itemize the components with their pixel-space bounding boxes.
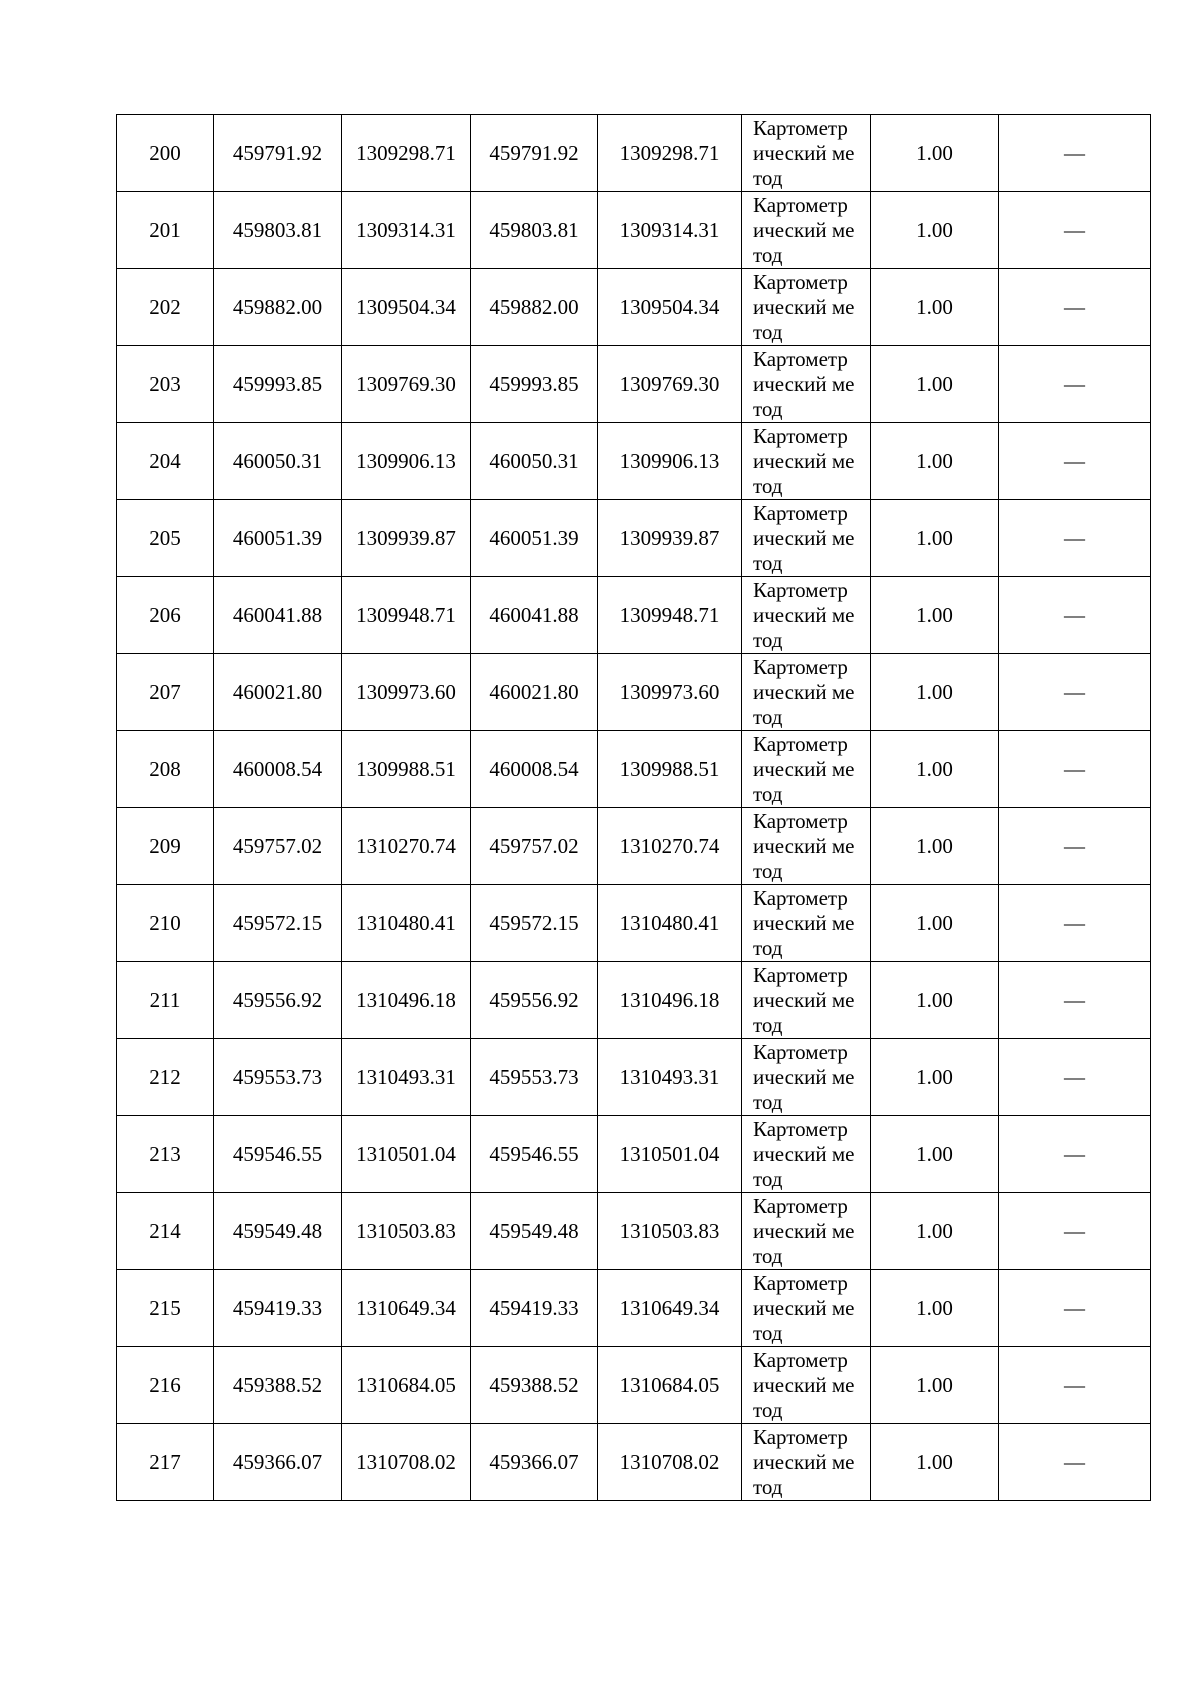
cell-method	[742, 1116, 871, 1193]
cell-x-refined: 459366.07	[471, 1424, 598, 1501]
note-dash: —	[1064, 141, 1085, 165]
cell-y-existing: 1309769.30	[342, 346, 471, 423]
method-text: Картометрический метод	[753, 1116, 855, 1191]
cell-point-number: 215	[117, 1270, 214, 1347]
table-row	[117, 731, 1151, 808]
cell-y-refined: 1309504.34	[598, 269, 742, 346]
cell-x-refined: 459556.92	[471, 962, 598, 1039]
cell-y-refined: 1310684.05	[598, 1347, 742, 1424]
cell-method	[742, 269, 871, 346]
method-text: Картометрический метод	[753, 885, 855, 960]
cell-x-refined: 459546.55	[471, 1116, 598, 1193]
cell-note	[999, 654, 1151, 731]
cell-x-refined: 459419.33	[471, 1270, 598, 1347]
note-dash: —	[1064, 295, 1085, 319]
table-row	[117, 1116, 1151, 1193]
cell-x-refined: 459882.00	[471, 269, 598, 346]
cell-note	[999, 269, 1151, 346]
cell-note	[999, 115, 1151, 192]
cell-x-refined: 459803.81	[471, 192, 598, 269]
table-row	[117, 500, 1151, 577]
cell-x-existing: 459366.07	[214, 1424, 342, 1501]
cell-y-refined: 1310493.31	[598, 1039, 742, 1116]
cell-accuracy: 1.00	[871, 962, 999, 1039]
table-row	[117, 423, 1151, 500]
cell-x-existing: 459882.00	[214, 269, 342, 346]
cell-x-existing: 459791.92	[214, 115, 342, 192]
cell-x-refined: 459757.02	[471, 808, 598, 885]
cell-method	[742, 1270, 871, 1347]
cell-accuracy: 1.00	[871, 808, 999, 885]
coordinates-table	[116, 114, 1151, 1501]
cell-x-existing: 460051.39	[214, 500, 342, 577]
cell-accuracy: 1.00	[871, 192, 999, 269]
note-dash: —	[1064, 526, 1085, 550]
cell-note	[999, 1270, 1151, 1347]
cell-note	[999, 1193, 1151, 1270]
note-dash: —	[1064, 757, 1085, 781]
method-text: Картометрический метод	[753, 1039, 855, 1114]
method-text: Картометрический метод	[753, 269, 855, 344]
cell-y-existing: 1310496.18	[342, 962, 471, 1039]
cell-accuracy: 1.00	[871, 115, 999, 192]
table-row	[117, 269, 1151, 346]
method-text: Картометрический метод	[753, 1347, 855, 1422]
cell-note	[999, 1116, 1151, 1193]
cell-method	[742, 346, 871, 423]
cell-method	[742, 962, 871, 1039]
cell-note	[999, 885, 1151, 962]
cell-accuracy: 1.00	[871, 1347, 999, 1424]
cell-x-existing: 459803.81	[214, 192, 342, 269]
cell-point-number: 209	[117, 808, 214, 885]
cell-accuracy: 1.00	[871, 1116, 999, 1193]
cell-point-number: 207	[117, 654, 214, 731]
cell-note	[999, 346, 1151, 423]
cell-x-existing: 459388.52	[214, 1347, 342, 1424]
table-row	[117, 885, 1151, 962]
cell-x-existing: 459546.55	[214, 1116, 342, 1193]
cell-point-number: 203	[117, 346, 214, 423]
method-text: Картометрический метод	[753, 1193, 855, 1268]
cell-y-refined: 1310649.34	[598, 1270, 742, 1347]
cell-y-existing: 1309504.34	[342, 269, 471, 346]
cell-point-number: 202	[117, 269, 214, 346]
cell-y-refined: 1310270.74	[598, 808, 742, 885]
method-text: Картометрический метод	[753, 731, 855, 806]
cell-note	[999, 192, 1151, 269]
cell-method	[742, 654, 871, 731]
cell-x-existing: 459572.15	[214, 885, 342, 962]
cell-accuracy: 1.00	[871, 654, 999, 731]
method-text: Картометрический метод	[753, 654, 855, 729]
note-dash: —	[1064, 372, 1085, 396]
cell-point-number: 201	[117, 192, 214, 269]
cell-y-refined: 1309314.31	[598, 192, 742, 269]
note-dash: —	[1064, 1142, 1085, 1166]
cell-method	[742, 115, 871, 192]
cell-point-number: 204	[117, 423, 214, 500]
cell-method	[742, 423, 871, 500]
method-text: Картометрический метод	[753, 577, 855, 652]
cell-y-refined: 1309948.71	[598, 577, 742, 654]
cell-point-number: 205	[117, 500, 214, 577]
cell-y-existing: 1310503.83	[342, 1193, 471, 1270]
cell-y-existing: 1310708.02	[342, 1424, 471, 1501]
cell-x-existing: 460021.80	[214, 654, 342, 731]
method-text: Картометрический метод	[753, 423, 855, 498]
cell-method	[742, 1193, 871, 1270]
table-row	[117, 1270, 1151, 1347]
cell-point-number: 208	[117, 731, 214, 808]
cell-accuracy: 1.00	[871, 1193, 999, 1270]
table-row	[117, 1193, 1151, 1270]
cell-y-existing: 1309906.13	[342, 423, 471, 500]
cell-x-refined: 459572.15	[471, 885, 598, 962]
cell-x-refined: 460051.39	[471, 500, 598, 577]
cell-x-refined: 460021.80	[471, 654, 598, 731]
cell-note	[999, 731, 1151, 808]
note-dash: —	[1064, 1450, 1085, 1474]
cell-note	[999, 500, 1151, 577]
table-row	[117, 346, 1151, 423]
table-row	[117, 115, 1151, 192]
cell-x-existing: 460008.54	[214, 731, 342, 808]
cell-y-refined: 1309988.51	[598, 731, 742, 808]
cell-y-existing: 1309988.51	[342, 731, 471, 808]
cell-y-existing: 1309973.60	[342, 654, 471, 731]
cell-y-refined: 1309298.71	[598, 115, 742, 192]
cell-method	[742, 1347, 871, 1424]
cell-y-existing: 1309314.31	[342, 192, 471, 269]
cell-note	[999, 423, 1151, 500]
cell-point-number: 212	[117, 1039, 214, 1116]
cell-y-existing: 1310649.34	[342, 1270, 471, 1347]
cell-x-refined: 460050.31	[471, 423, 598, 500]
cell-x-refined: 460008.54	[471, 731, 598, 808]
cell-note	[999, 962, 1151, 1039]
note-dash: —	[1064, 1065, 1085, 1089]
cell-x-existing: 459553.73	[214, 1039, 342, 1116]
method-text: Картометрический метод	[753, 808, 855, 883]
table-row	[117, 808, 1151, 885]
cell-method	[742, 808, 871, 885]
cell-x-refined: 459549.48	[471, 1193, 598, 1270]
cell-point-number: 210	[117, 885, 214, 962]
cell-x-existing: 460041.88	[214, 577, 342, 654]
cell-accuracy: 1.00	[871, 731, 999, 808]
cell-x-existing: 459757.02	[214, 808, 342, 885]
cell-accuracy: 1.00	[871, 269, 999, 346]
cell-y-refined: 1310480.41	[598, 885, 742, 962]
cell-accuracy: 1.00	[871, 1039, 999, 1116]
cell-note	[999, 1039, 1151, 1116]
cell-point-number: 214	[117, 1193, 214, 1270]
cell-x-refined: 460041.88	[471, 577, 598, 654]
cell-y-refined: 1309973.60	[598, 654, 742, 731]
cell-y-refined: 1310503.83	[598, 1193, 742, 1270]
cell-accuracy: 1.00	[871, 1270, 999, 1347]
cell-note	[999, 577, 1151, 654]
cell-accuracy: 1.00	[871, 423, 999, 500]
cell-y-refined: 1309939.87	[598, 500, 742, 577]
method-text: Картометрический метод	[753, 115, 855, 190]
table-row	[117, 1424, 1151, 1501]
cell-y-existing: 1310684.05	[342, 1347, 471, 1424]
cell-point-number: 213	[117, 1116, 214, 1193]
table-row	[117, 654, 1151, 731]
cell-method	[742, 885, 871, 962]
cell-y-existing: 1309298.71	[342, 115, 471, 192]
cell-method	[742, 500, 871, 577]
table-row	[117, 577, 1151, 654]
cell-x-existing: 459556.92	[214, 962, 342, 1039]
table-row	[117, 1347, 1151, 1424]
cell-note	[999, 1424, 1151, 1501]
note-dash: —	[1064, 603, 1085, 627]
note-dash: —	[1064, 988, 1085, 1012]
cell-y-existing: 1310480.41	[342, 885, 471, 962]
cell-x-refined: 459388.52	[471, 1347, 598, 1424]
note-dash: —	[1064, 218, 1085, 242]
cell-method	[742, 1039, 871, 1116]
table-row	[117, 1039, 1151, 1116]
note-dash: —	[1064, 449, 1085, 473]
cell-accuracy: 1.00	[871, 500, 999, 577]
note-dash: —	[1064, 1219, 1085, 1243]
cell-point-number: 206	[117, 577, 214, 654]
cell-note	[999, 808, 1151, 885]
cell-y-refined: 1310708.02	[598, 1424, 742, 1501]
cell-x-existing: 459993.85	[214, 346, 342, 423]
cell-point-number: 216	[117, 1347, 214, 1424]
cell-x-existing: 459419.33	[214, 1270, 342, 1347]
cell-method	[742, 731, 871, 808]
cell-y-refined: 1310496.18	[598, 962, 742, 1039]
cell-x-refined: 459553.73	[471, 1039, 598, 1116]
cell-y-existing: 1310501.04	[342, 1116, 471, 1193]
cell-point-number: 217	[117, 1424, 214, 1501]
note-dash: —	[1064, 680, 1085, 704]
cell-y-existing: 1310270.74	[342, 808, 471, 885]
method-text: Картометрический метод	[753, 1270, 855, 1345]
cell-point-number: 211	[117, 962, 214, 1039]
cell-y-refined: 1309769.30	[598, 346, 742, 423]
note-dash: —	[1064, 911, 1085, 935]
cell-y-existing: 1309948.71	[342, 577, 471, 654]
method-text: Картометрический метод	[753, 192, 855, 267]
cell-x-existing: 459549.48	[214, 1193, 342, 1270]
cell-x-existing: 460050.31	[214, 423, 342, 500]
method-text: Картометрический метод	[753, 346, 855, 421]
note-dash: —	[1064, 834, 1085, 858]
method-text: Картометрический метод	[753, 1424, 855, 1499]
method-text: Картометрический метод	[753, 500, 855, 575]
method-text: Картометрический метод	[753, 962, 855, 1037]
table-row	[117, 962, 1151, 1039]
cell-y-refined: 1309906.13	[598, 423, 742, 500]
cell-accuracy: 1.00	[871, 346, 999, 423]
cell-method	[742, 192, 871, 269]
cell-y-refined: 1310501.04	[598, 1116, 742, 1193]
table-body	[117, 115, 1151, 1501]
cell-x-refined: 459791.92	[471, 115, 598, 192]
cell-note	[999, 1347, 1151, 1424]
cell-y-existing: 1309939.87	[342, 500, 471, 577]
note-dash: —	[1064, 1373, 1085, 1397]
cell-point-number: 200	[117, 115, 214, 192]
cell-accuracy: 1.00	[871, 577, 999, 654]
table-row	[117, 192, 1151, 269]
cell-x-refined: 459993.85	[471, 346, 598, 423]
cell-accuracy: 1.00	[871, 885, 999, 962]
cell-accuracy: 1.00	[871, 1424, 999, 1501]
cell-y-existing: 1310493.31	[342, 1039, 471, 1116]
note-dash: —	[1064, 1296, 1085, 1320]
cell-method	[742, 577, 871, 654]
cell-method	[742, 1424, 871, 1501]
